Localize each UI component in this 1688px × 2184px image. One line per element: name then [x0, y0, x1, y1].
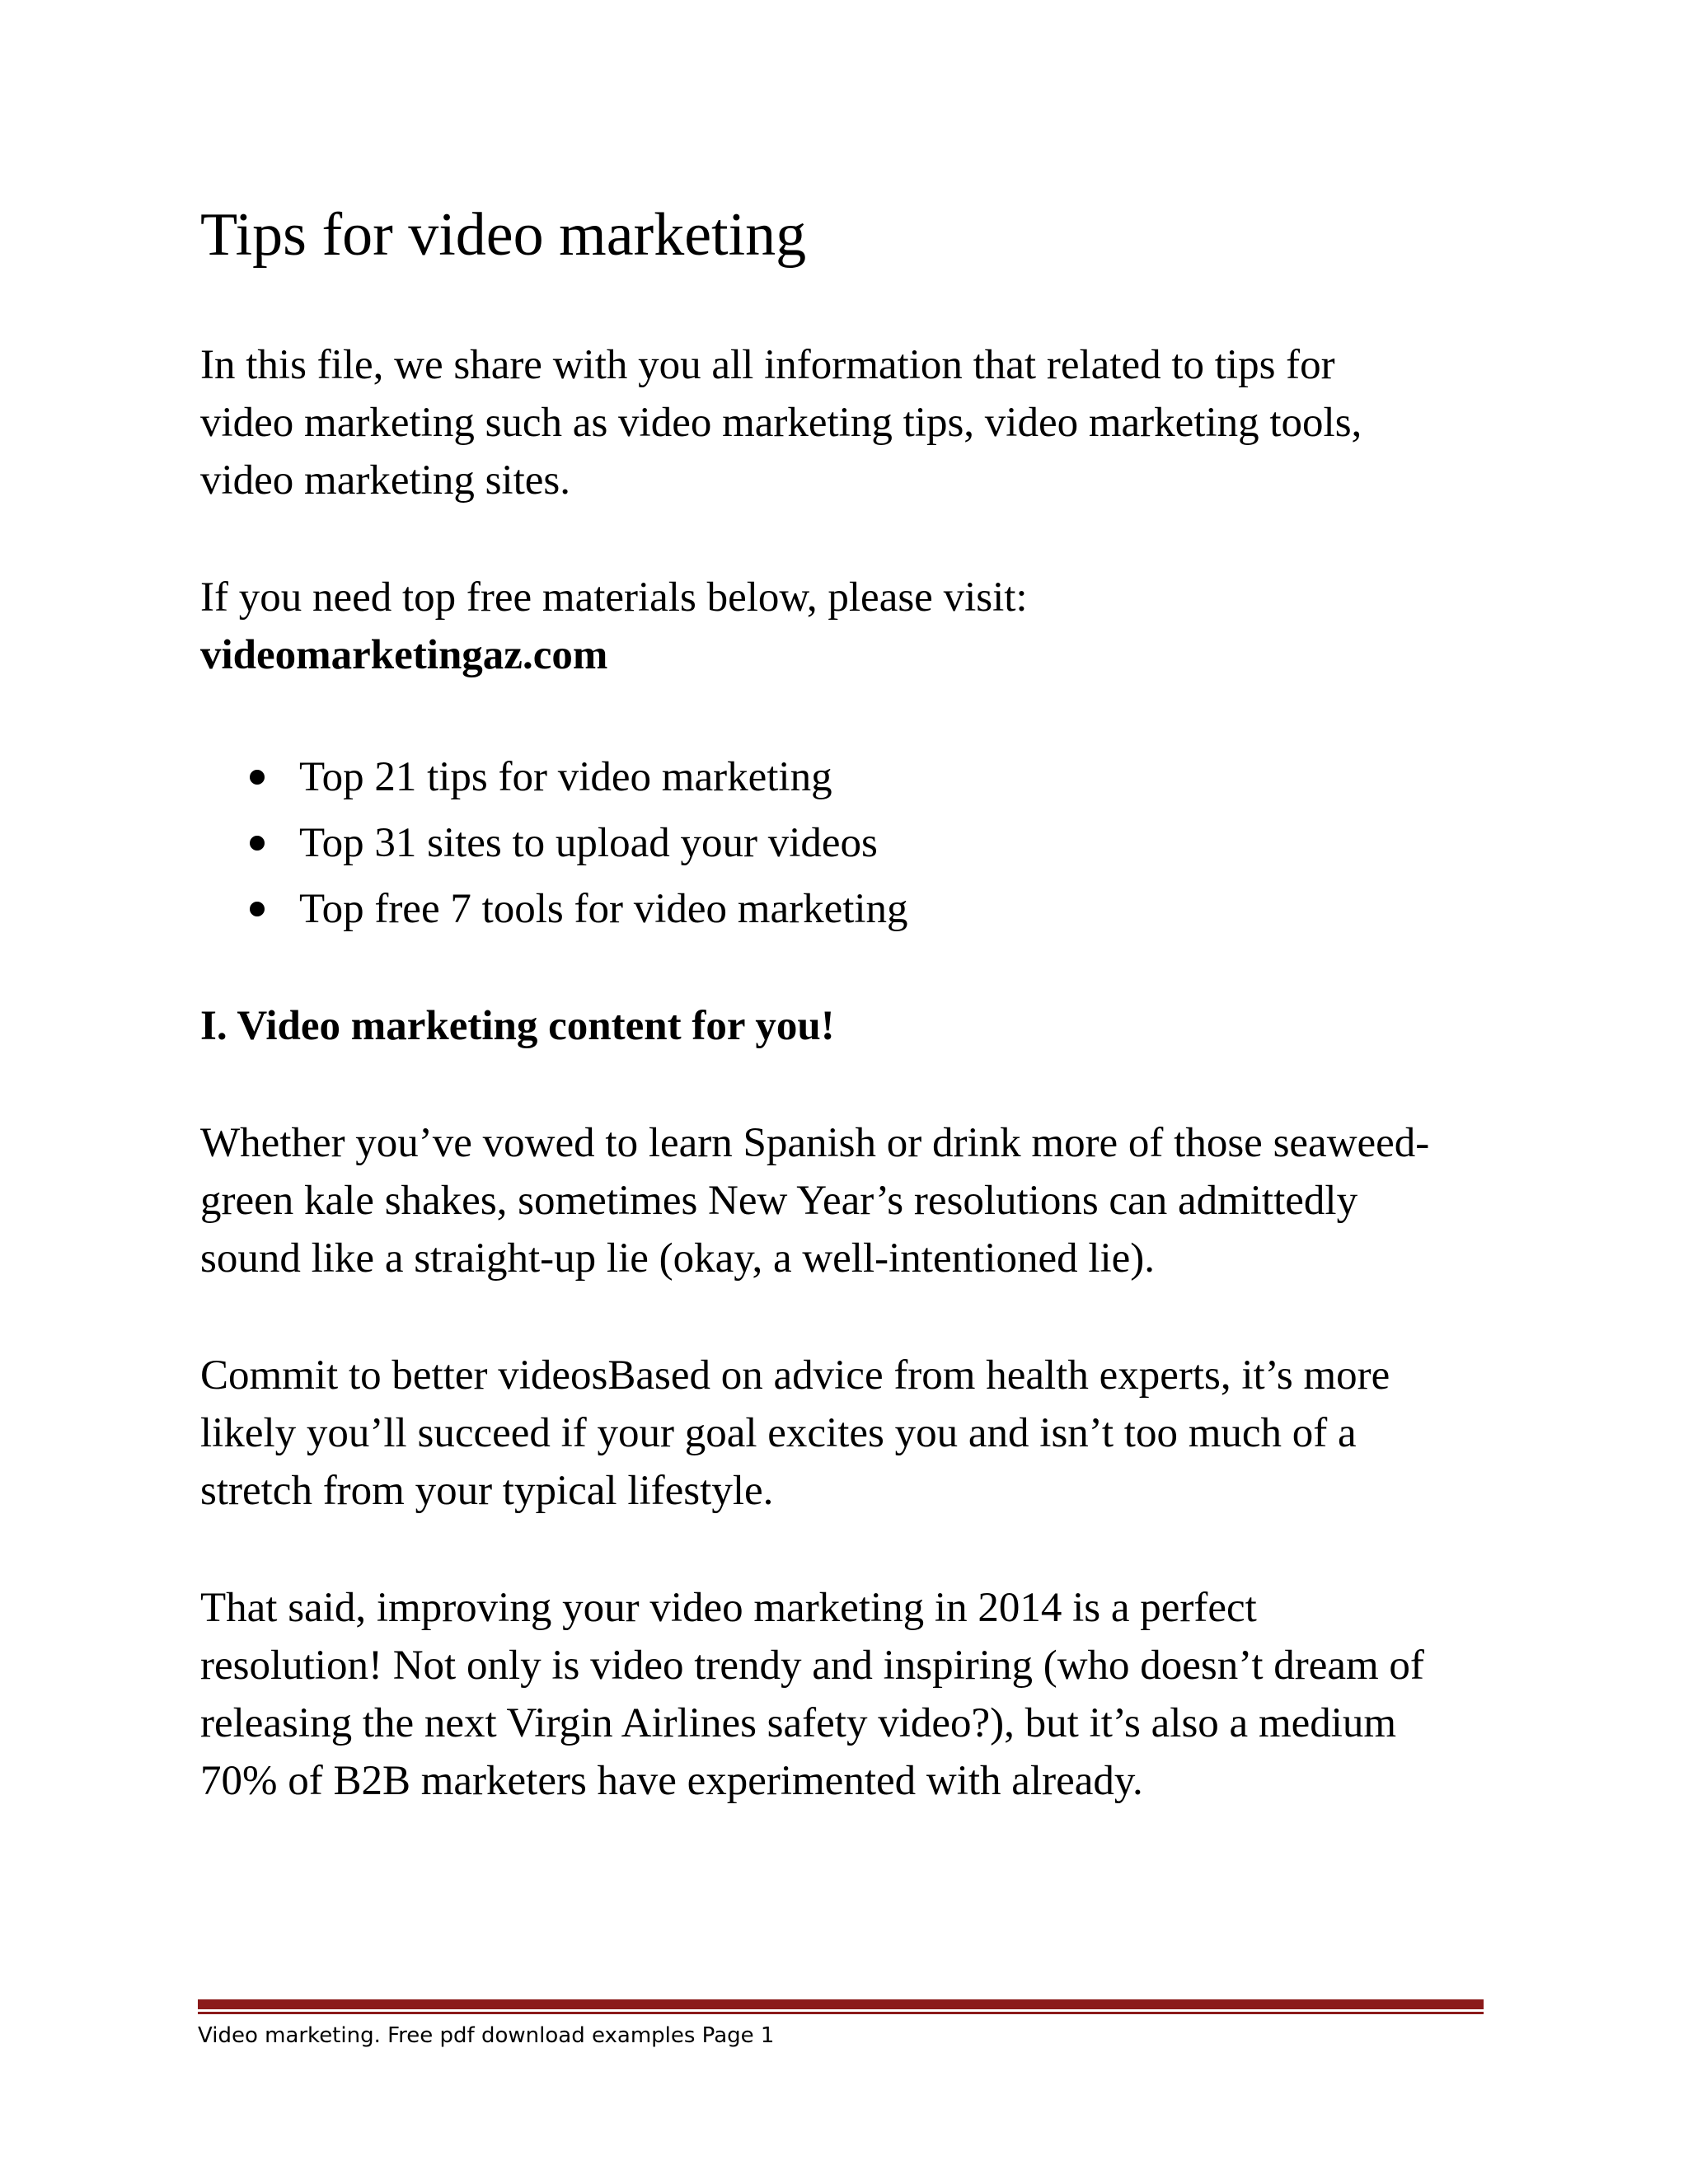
list-item-label: Top 31 sites to upload your videos — [299, 820, 878, 866]
intro-line: video marketing sites. — [200, 457, 570, 504]
paragraph-line: Commit to better videosBased on advice from health experts, it’s more — [200, 1352, 1390, 1399]
intro-line: video marketing such as video marketing tips, video marketing tools, — [200, 400, 1362, 446]
section-heading: I. Video marketing content for you! — [200, 1003, 835, 1049]
list-item-label: Top 21 tips for video marketing — [299, 754, 832, 800]
paragraph-line: That said, improving your video marketing in 2014 is a perfect — [200, 1585, 1257, 1631]
document-title: Tips for video marketing — [200, 201, 807, 269]
footer-text: Video marketing. Free pdf download examples Page 1 — [198, 2023, 775, 2048]
paragraph-line: resolution! Not only is video trendy and inspiring (who doesn’t dream of — [200, 1643, 1424, 1689]
paragraph-line: 70% of B2B marketers have experimented with already. — [200, 1758, 1143, 1804]
paragraph-line: releasing the next Virgin Airlines safety video?), but it’s also a medium — [200, 1700, 1397, 1746]
visit-paragraph — [200, 569, 1519, 684]
visit-link[interactable]: videomarketingaz.com — [200, 632, 608, 678]
body-paragraph — [200, 1579, 1519, 1810]
paragraph-line: sound like a straight-up lie (okay, a well-intentioned lie). — [200, 1235, 1156, 1282]
bullet-icon — [250, 770, 265, 785]
visit-text: If you need top free materials below, please visit: — [200, 574, 1028, 621]
paragraph-line: green kale shakes, sometimes New Year’s resolutions can admittedly — [200, 1178, 1358, 1224]
paragraph-line: Whether you’ve vowed to learn Spanish or drink more of those seaweed- — [200, 1120, 1430, 1166]
list-item — [200, 876, 908, 942]
footer-divider-thin — [198, 2012, 1484, 2014]
list-item — [200, 744, 908, 810]
body-paragraph — [200, 1347, 1519, 1520]
paragraph-line: likely you’ll succeed if your goal excites you and isn’t too much of a — [200, 1410, 1357, 1456]
intro-paragraph — [200, 336, 1519, 509]
body-paragraph — [200, 1114, 1519, 1287]
intro-line: In this file, we share with you all information that related to tips for — [200, 342, 1335, 388]
list-item — [200, 810, 908, 876]
bullet-icon — [250, 902, 265, 916]
paragraph-line: stretch from your typical lifestyle. — [200, 1468, 774, 1514]
materials-list — [200, 744, 908, 942]
list-item-label: Top free 7 tools for video marketing — [299, 886, 908, 932]
bullet-icon — [250, 836, 265, 851]
footer-divider — [198, 1999, 1484, 2009]
